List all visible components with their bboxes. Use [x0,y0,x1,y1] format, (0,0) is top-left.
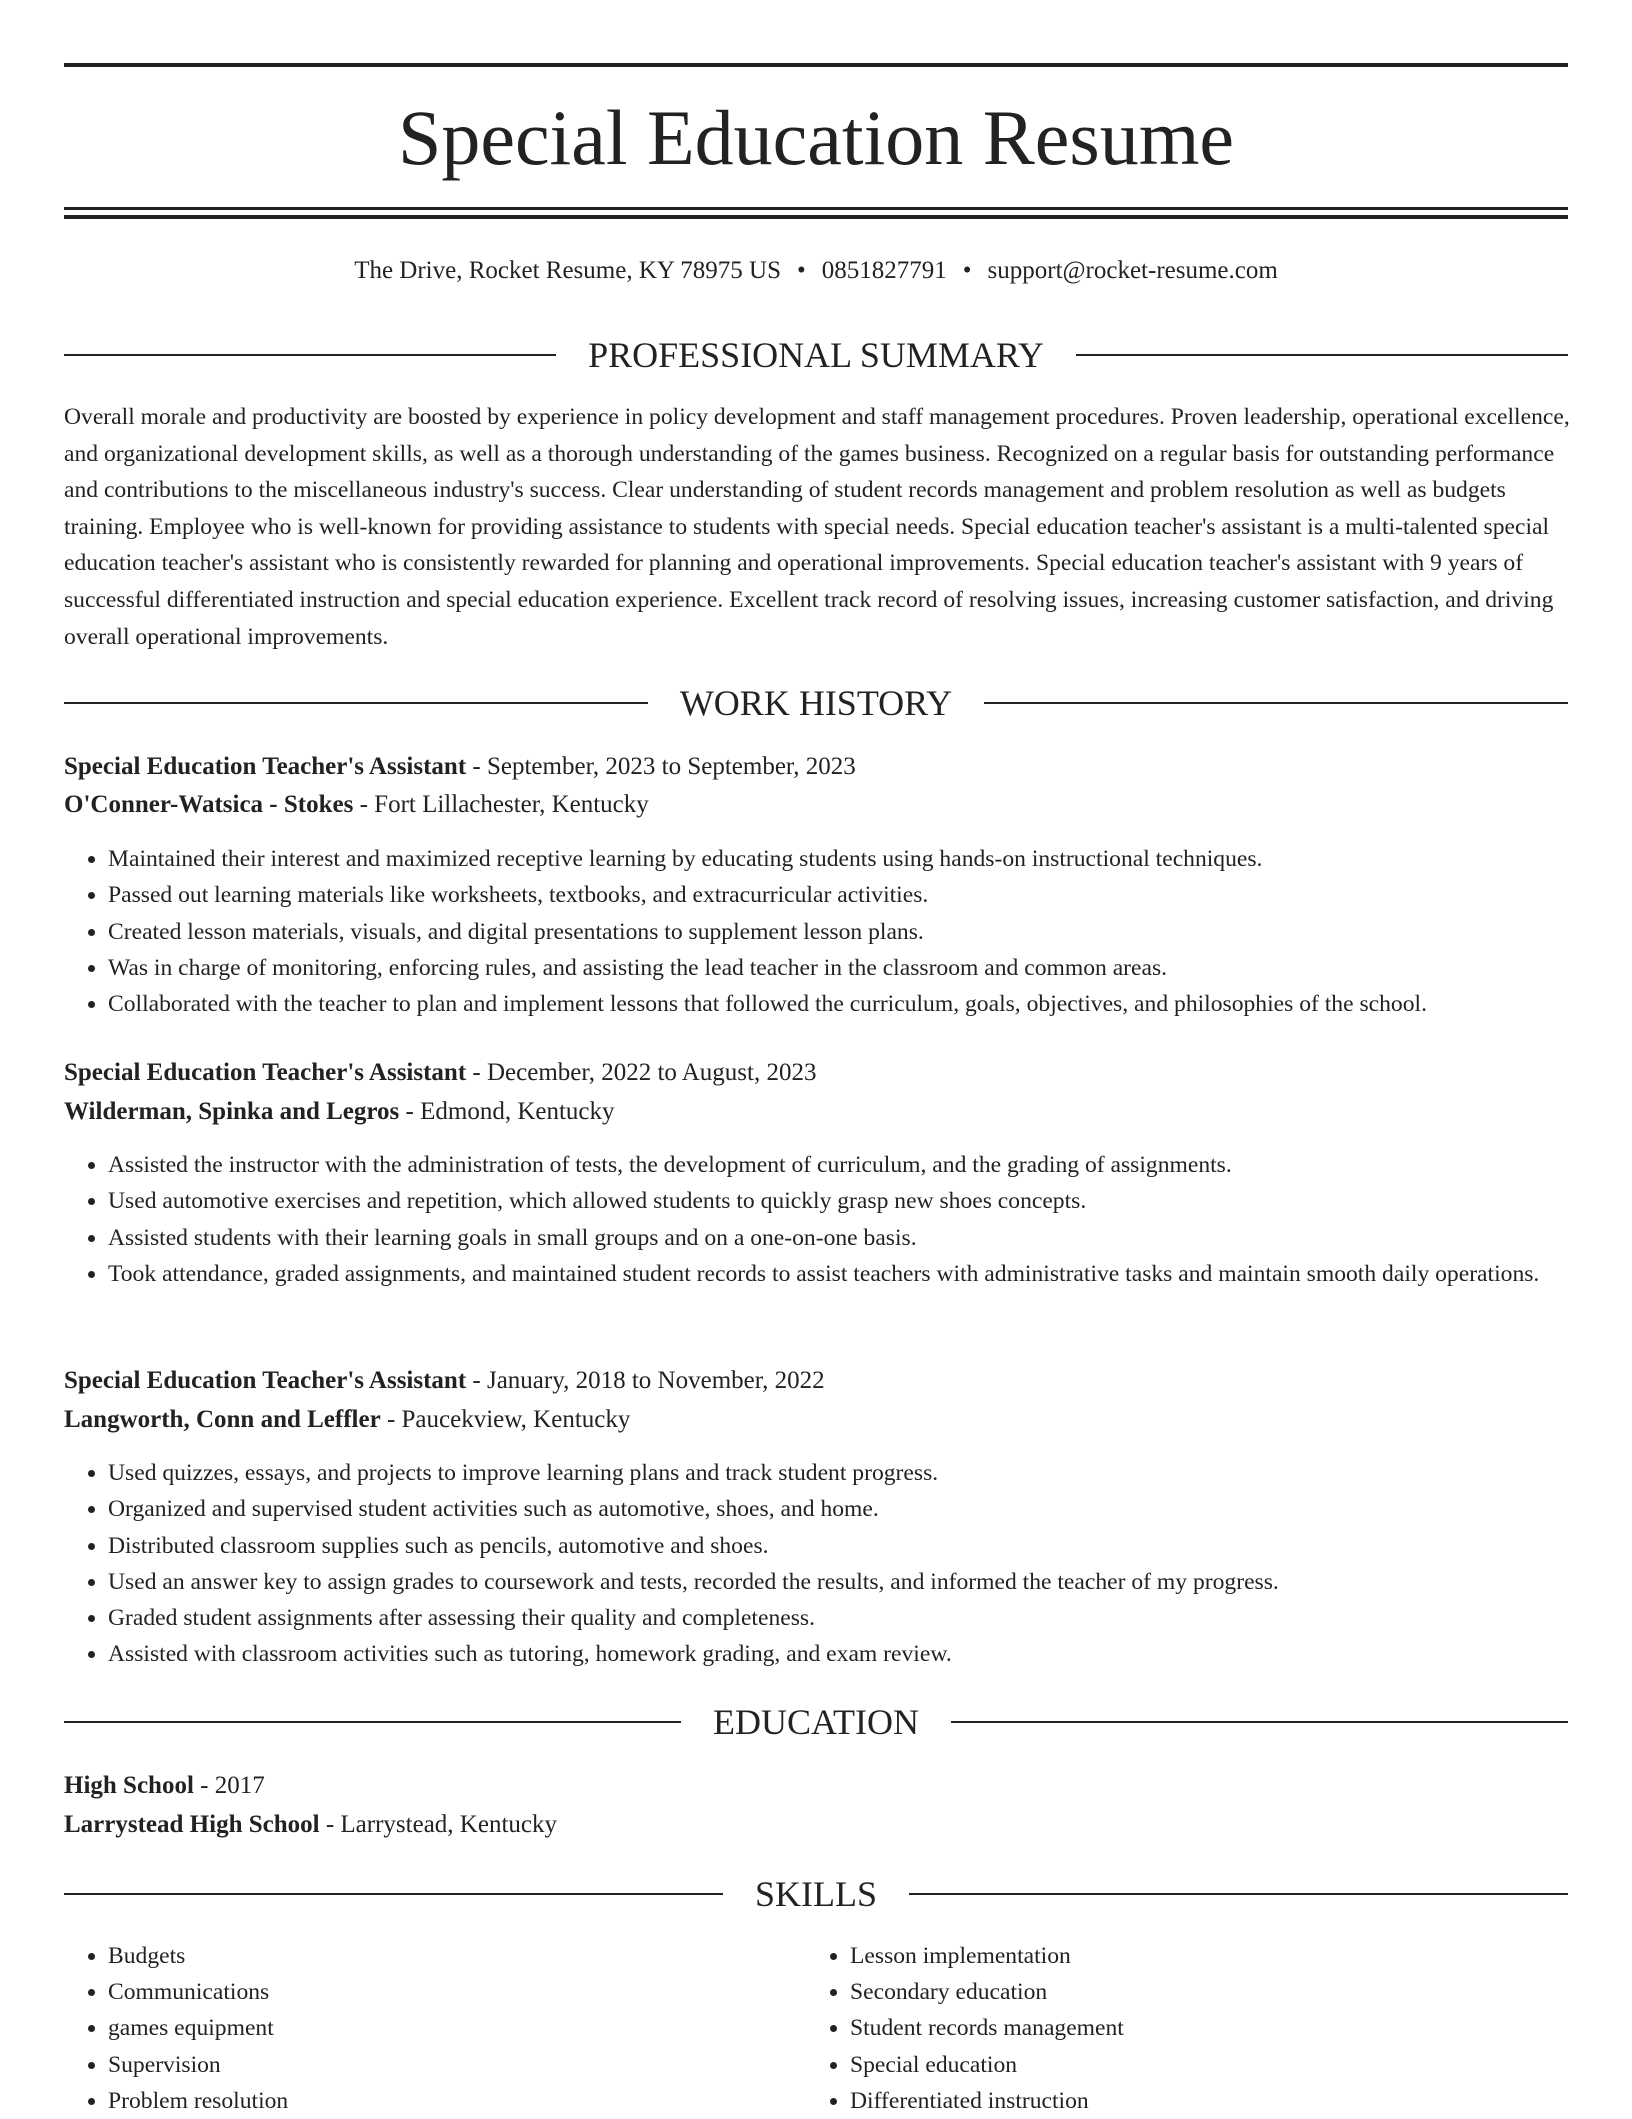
job-title-line [64,748,1568,786]
title-double-rule-top [64,207,1568,210]
job-bullet: • Assisted students with their learning goals in small groups and on a one-on-one basis. [108,1220,1612,1256]
section-rule [64,1893,723,1895]
job-employer: O'Conner-Watsica - Stokes [64,791,354,818]
skills-list-right [806,1938,1610,2119]
skill-item: • Lesson implementation [850,1938,1610,1974]
section-rule [64,1721,681,1723]
job-title-line [64,1362,1568,1400]
education-degree: High School [64,1772,194,1799]
job-title: Special Education Teacher's Assistant [64,1367,467,1394]
skill-item: • Secondary education [850,1974,1610,2010]
job-location: - Paucekview, Kentucky [380,1406,631,1433]
job-location: - Fort Lillachester, Kentucky [353,791,649,818]
section-rule [1076,354,1568,356]
job-location: - Edmond, Kentucky [399,1098,615,1125]
top-rule [64,63,1568,67]
education-school-line [64,1806,1568,1844]
skill-item: • Supervision [108,2047,808,2083]
job-employer: Wilderman, Spinka and Legros [64,1098,400,1125]
job-bullet: • Passed out learning materials like worksheets, textbooks, and extracurricular activities. [108,877,1612,913]
section-rule [951,1721,1568,1723]
contact-email[interactable]: support@rocket-resume.com [987,257,1278,284]
job-bullet: • Created lesson materials, visuals, and digital presentations to supplement lesson plans. [108,914,1612,950]
skill-item: • Special education [850,2047,1610,2083]
section-title-skills: SKILLS [755,1874,878,1914]
job-bullet: • Assisted with classroom activities such as tutoring, homework grading, and exam review. [108,1636,1612,1672]
section-header-summary [64,335,1568,375]
job-bullets [64,1455,1612,1673]
job-bullet: • Collaborated with the teacher to plan and implement lessons that followed the curriculum, goals, objectives, and philosophies of the school. [108,986,1612,1022]
job-employer-line [64,1093,1568,1131]
job-bullet: • Used quizzes, essays, and projects to improve learning plans and track student progress. [108,1455,1612,1491]
job-dates: - December, 2022 to August, 2023 [466,1059,817,1086]
section-rule [64,354,556,356]
job-bullet: • Took attendance, graded assignments, and maintained student records to assist teachers with administrative tasks and maintain smooth daily operations. [108,1256,1612,1292]
job-title: Special Education Teacher's Assistant [64,753,467,780]
contact-phone: 0851827791 [821,257,947,284]
skill-item: • Budgets [108,1938,808,1974]
job-bullet: • Graded student assignments after assessing their quality and completeness. [108,1600,1612,1636]
skill-item: • Differentiated instruction [850,2083,1610,2119]
job-bullets [64,841,1612,1022]
job-title-line [64,1054,1568,1092]
education-degree-line [64,1767,1568,1805]
summary-text: Overall morale and productivity are boosted by experience in policy development and staff management procedures. Proven leadership, operational excellence, and organizational development skills, as well as a thorough understanding of the games business. Recognized on a regular basis for outstanding performance and contributions to the miscellaneous industry's success. Clear understanding of student records management and problem resolution as well as budgets training. Employee who is well-known for providing assistance to students with special needs. Special education teacher's assistant is a multi-talented special education teacher's assistant who is consistently rewarded for planning and operational improvements. Special education teacher's assistant with 9 years of successful differentiated instruction and special education experience. Excellent track record of resolving issues, increasing customer satisfaction, and driving overall operational improvements. [64,404,1570,650]
job-bullet: • Used an answer key to assign grades to coursework and tests, recorded the results, and informed the teacher of my progress. [108,1564,1612,1600]
section-title-education: EDUCATION [713,1702,919,1742]
job-bullet: • Organized and supervised student activities such as automotive, shoes, and home. [108,1491,1612,1527]
skill-item: • Problem resolution [108,2083,808,2119]
skill-item: • games equipment [108,2010,808,2046]
skills-list-left [64,1938,808,2119]
skill-item: • Student records management [850,2010,1610,2046]
job-bullet: • Distributed classroom supplies such as pencils, automotive and shoes. [108,1528,1612,1564]
section-rule [909,1893,1568,1895]
job-bullets [64,1147,1612,1292]
job-employer-line [64,786,1568,824]
title-double-rule-bottom [64,215,1568,219]
job-bullet: • Maintained their interest and maximized receptive learning by educating students using hands-on instructional techniques. [108,841,1612,877]
section-rule [64,702,648,704]
section-title-work: WORK HISTORY [679,683,953,723]
section-header-education [64,1702,1568,1742]
job-bullet: • Used automotive exercises and repetition, which allowed students to quickly grasp new shoes concepts. [108,1183,1612,1219]
section-header-skills [64,1874,1568,1914]
education-year: - 2017 [193,1772,265,1799]
contact-separator: • [796,257,806,284]
section-rule [984,702,1568,704]
job-title: Special Education Teacher's Assistant [64,1059,467,1086]
job-dates: - September, 2023 to September, 2023 [466,753,856,780]
contact-line [64,253,1568,289]
job-bullet: • Assisted the instructor with the administration of tests, the development of curriculum, and the grading of assignments. [108,1147,1612,1183]
job-employer-line [64,1401,1568,1439]
education-school: Larrystead High School [64,1811,320,1838]
contact-address: The Drive, Rocket Resume, KY 78975 US [354,257,781,284]
section-title-summary: PROFESSIONAL SUMMARY [588,335,1044,375]
skill-item: • Communications [108,1974,808,2010]
job-bullet: • Was in charge of monitoring, enforcing rules, and assisting the lead teacher in the classroom and common areas. [108,950,1612,986]
job-dates: - January, 2018 to November, 2022 [466,1367,825,1394]
resume-title: Special Education Resume [397,94,1235,181]
job-employer: Langworth, Conn and Leffler [64,1406,381,1433]
education-location: - Larrystead, Kentucky [319,1811,557,1838]
section-header-work [64,683,1568,723]
contact-separator: • [962,257,972,284]
